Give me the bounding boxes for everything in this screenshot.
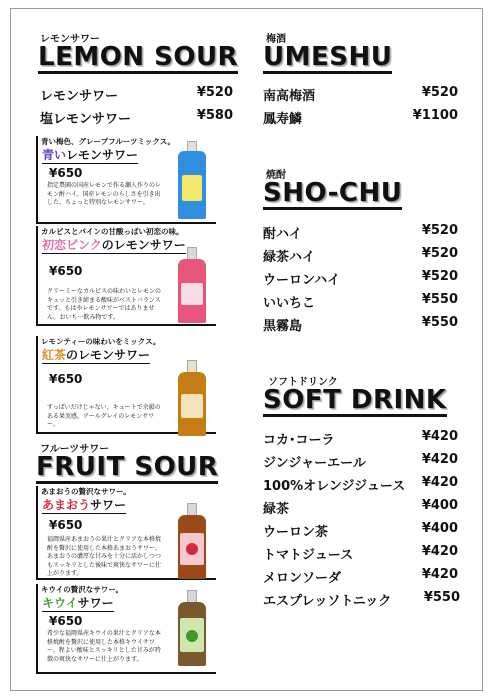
item-name: レモンサワー bbox=[40, 89, 119, 104]
card-name-rest: サワー bbox=[90, 498, 127, 512]
menu-item bbox=[263, 246, 458, 265]
card-description: すっぱいだけじゃない、キュートで余韻のある果実感。アールグレイのレモンサワー。 bbox=[47, 404, 161, 428]
card-name-colored: 紅茶 bbox=[42, 348, 67, 362]
card-hook: キウイの贅沢なサワー。 bbox=[41, 585, 123, 594]
menu-item bbox=[263, 85, 458, 104]
card-hook: レモンティーの味わいをミックス。 bbox=[41, 337, 161, 346]
card-description: クリーミーなカルピスの味わいとレモンのキュッと引き締まる酸味がベストバランスです。もはやレモンサワーではありません。おいち一飲み物です。 bbox=[47, 288, 162, 321]
item-price: ¥420 bbox=[421, 544, 458, 559]
bottle-image bbox=[177, 247, 207, 323]
item-name: 緑茶 bbox=[263, 502, 290, 517]
card-name-colored: 初恋ピンク bbox=[42, 238, 102, 252]
card-description: 指定農園の国産レモンで作る瀬人作りのレモン酎ハイ。国産レモンのらしさを引き出した、ちょっと特別なレモンサワー。 bbox=[47, 182, 162, 206]
menu-item bbox=[263, 315, 458, 334]
menu-item bbox=[263, 567, 458, 586]
soft-drink-kana: ソフトドリンク bbox=[268, 377, 338, 388]
item-price: ¥400 bbox=[421, 521, 458, 536]
item-name: メロンソーダ bbox=[263, 571, 342, 586]
card-description: 福岡県産あまおうの果汁とクリアな本格焼酎を贅沢に使用した本格あまおうサワー。あまおうの濃厚な甘みを十分に活かしつつもスッキリとした後味で爽快なサワーに仕上がります。 bbox=[47, 536, 162, 577]
card-price: ¥650 bbox=[49, 372, 83, 386]
menu-item bbox=[263, 292, 458, 311]
card-name-rest: レモンサワー bbox=[66, 148, 139, 162]
card-name bbox=[42, 496, 126, 514]
menu-item bbox=[263, 475, 458, 494]
item-name: 鳳寿鱗 bbox=[263, 112, 303, 127]
card-hook: あまおうの贅沢なサワー。 bbox=[41, 487, 131, 496]
menu-item bbox=[263, 498, 458, 517]
item-name: コカ･コーラ bbox=[263, 433, 335, 448]
item-price: ¥550 bbox=[421, 292, 458, 307]
card-name bbox=[42, 236, 186, 254]
umeshu-title: UMESHU bbox=[263, 42, 393, 72]
menu-item bbox=[263, 108, 458, 127]
card-name-colored: 青い bbox=[42, 148, 67, 162]
soft-drink-title: SOFT DRINK bbox=[263, 385, 447, 415]
menu-item bbox=[263, 429, 458, 448]
bottle-image bbox=[177, 141, 207, 219]
item-name: 南高梅酒 bbox=[263, 89, 316, 104]
card-description: 希少な福岡県産キウイの果汁とクリアな本格焼酎を贅沢に使用した本格キウイサワー。程よい酸味とスッキリとした甘みが特徴の爽快なサワーに仕上がります。 bbox=[47, 630, 161, 663]
umeshu-kana: 梅酒 bbox=[266, 34, 286, 45]
item-price: ¥580 bbox=[196, 108, 233, 123]
lemon-sour-kana: レモンサワー bbox=[40, 34, 100, 45]
bottle-image bbox=[177, 360, 207, 436]
menu-item bbox=[40, 85, 233, 104]
card-hook: カルピスとパインの甘酸っぱい初恋の味。 bbox=[41, 227, 184, 236]
item-name: 塩レモンサワー bbox=[40, 112, 132, 127]
card-name-rest: のレモンサワー bbox=[66, 348, 151, 362]
item-price: ¥550 bbox=[421, 315, 458, 330]
item-name: ウーロンハイ bbox=[263, 273, 341, 288]
menu-item bbox=[263, 521, 458, 540]
menu-item bbox=[263, 269, 458, 288]
card-hook: 青い梅色、グレープフルーツミックス。 bbox=[41, 137, 176, 146]
card-price: ¥650 bbox=[49, 614, 83, 628]
card-name bbox=[42, 146, 138, 164]
item-name: ウーロン茶 bbox=[263, 525, 329, 540]
item-name: 酎ハイ bbox=[263, 227, 303, 242]
menu-item bbox=[40, 108, 233, 127]
card-name bbox=[42, 346, 150, 364]
item-price: ¥1100 bbox=[412, 108, 458, 123]
item-name: トマトジュース bbox=[263, 548, 354, 563]
menu-item bbox=[263, 590, 460, 609]
item-price: ¥520 bbox=[421, 223, 458, 238]
menu-item bbox=[263, 223, 458, 242]
item-price: ¥520 bbox=[196, 85, 233, 100]
shochu-title: SHO-CHU bbox=[263, 178, 403, 208]
bottle-image bbox=[177, 503, 207, 579]
card-price: ¥650 bbox=[49, 264, 83, 278]
item-price: ¥420 bbox=[421, 567, 458, 582]
item-price: ¥420 bbox=[421, 452, 458, 467]
card-price: ¥650 bbox=[49, 518, 83, 532]
fruit-sour-title: FRUIT SOUR bbox=[36, 452, 219, 482]
card-name-rest: サワー bbox=[77, 596, 114, 610]
item-name: ジンジャーエール bbox=[263, 456, 366, 471]
item-name: 黒霧島 bbox=[263, 319, 303, 334]
item-price: ¥520 bbox=[421, 269, 458, 284]
menu-item bbox=[263, 452, 458, 471]
item-price: ¥520 bbox=[421, 85, 458, 100]
item-price: ¥550 bbox=[423, 590, 460, 605]
menu-item bbox=[263, 544, 458, 563]
card-name-rest: のレモンサワー bbox=[101, 238, 186, 252]
item-name: いいちこ bbox=[263, 296, 316, 311]
shochu-kana: 焼酎 bbox=[266, 170, 286, 181]
card-price: ¥650 bbox=[49, 166, 83, 180]
card-name-colored: キウイ bbox=[42, 596, 78, 610]
item-price: ¥520 bbox=[421, 246, 458, 261]
fruit-sour-kana: フルーツサワー bbox=[40, 444, 110, 455]
item-price: ¥400 bbox=[421, 498, 458, 513]
lemon-sour-title: LEMON SOUR bbox=[38, 42, 239, 72]
bottle-image bbox=[177, 590, 207, 666]
card-name bbox=[42, 594, 114, 612]
item-price: ¥420 bbox=[421, 475, 458, 490]
card-name-colored: あまおう bbox=[42, 498, 91, 512]
item-name: 100%オレンジジュース bbox=[263, 479, 406, 494]
item-price: ¥420 bbox=[421, 429, 458, 444]
item-name: エスプレッソトニック bbox=[263, 594, 392, 609]
item-name: 緑茶ハイ bbox=[263, 250, 316, 265]
